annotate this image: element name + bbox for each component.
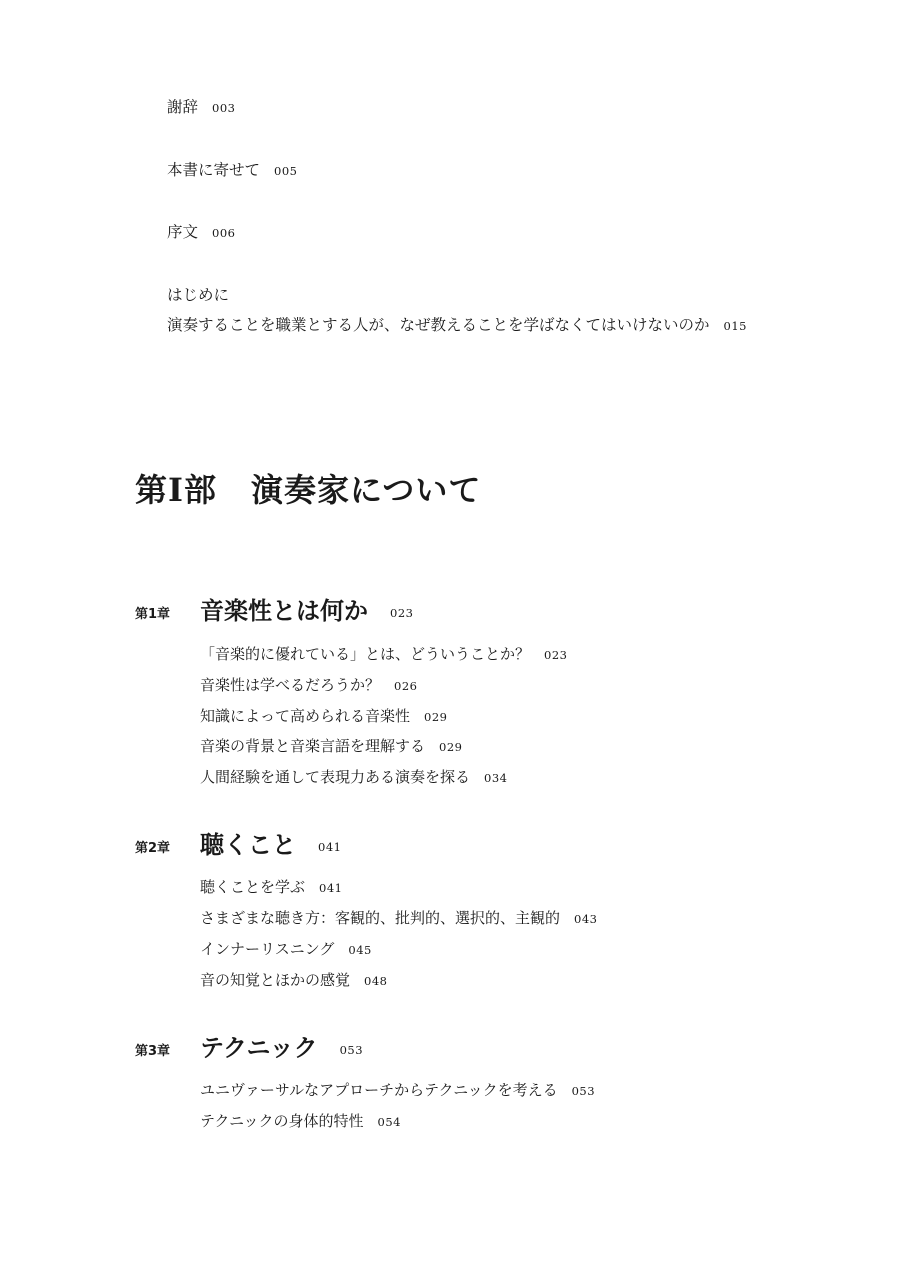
toc-page-number: 029	[424, 710, 448, 724]
toc-entry-title: はじめに	[167, 286, 230, 304]
toc-page-number: 023	[390, 605, 414, 620]
chapter-title-text: 音楽性とは何か	[200, 596, 368, 625]
toc-page-number: 048	[364, 974, 388, 988]
toc-page-number: 026	[394, 679, 418, 693]
toc-page-number: 034	[484, 771, 508, 785]
toc-section-title: 「音楽的に優れている」とは、どういうことか？	[200, 645, 531, 663]
toc-section[interactable]	[200, 675, 417, 696]
toc-section[interactable]	[200, 1080, 595, 1101]
toc-section-title: 人間経験を通して表現力ある演奏を探る	[200, 768, 471, 786]
toc-entry-title: 本書に寄せて	[167, 161, 261, 179]
toc-page-number: 029	[439, 740, 463, 754]
chapter-number: 第2章	[135, 841, 171, 856]
toc-section-title: テクニックの身体的特性	[200, 1112, 364, 1130]
toc-page-number: 053	[571, 1084, 596, 1098]
toc-entry-introduction-heading	[167, 285, 229, 305]
toc-section[interactable]	[200, 706, 447, 727]
chapter-title-text: テクニック	[200, 1033, 318, 1062]
toc-page-number: 053	[339, 1042, 364, 1057]
toc-page-number: 023	[544, 648, 568, 662]
toc-section[interactable]	[200, 736, 462, 757]
toc-page-number: 005	[274, 164, 298, 178]
toc-page-number: 041	[318, 839, 342, 854]
chapter-title-text: 聴くこと	[200, 830, 296, 859]
part-heading	[135, 470, 481, 510]
toc-page-number: 041	[319, 881, 343, 895]
toc-section[interactable]	[200, 1111, 401, 1132]
toc-section[interactable]	[200, 970, 387, 991]
toc-entry-acknowledgements[interactable]	[167, 97, 235, 118]
part-label: 第I部	[135, 471, 217, 509]
toc-section-title: 音の知覚とほかの感覚	[200, 971, 351, 989]
chapter-number: 第1章	[135, 607, 171, 622]
toc-page-number: 015	[723, 319, 747, 333]
chapter-number: 第3章	[135, 1044, 171, 1059]
toc-entry-title: 演奏することを職業とする人が、なぜ教えることを学ばなくてはいけないのか	[167, 316, 710, 334]
toc-section-title: 音楽性は学べるだろうか？	[200, 676, 381, 694]
toc-page-number: 045	[348, 943, 372, 957]
toc-section[interactable]	[200, 939, 372, 960]
toc-page-number: 043	[574, 912, 598, 926]
toc-section[interactable]	[200, 877, 342, 898]
toc-section-title: 知識によって高められる音楽性	[200, 707, 411, 725]
toc-section-title: さまざまな聴き方：客観的、批判的、選択的、主観的	[200, 909, 561, 927]
toc-page-number: 054	[377, 1115, 401, 1129]
toc-section-title: ユニヴァーサルなアプローチからテクニックを考える	[200, 1081, 558, 1099]
toc-entry-title: 謝辞	[167, 98, 199, 116]
toc-page-number: 006	[212, 226, 236, 240]
toc-entry-introduction[interactable]	[167, 315, 747, 336]
chapter-title	[200, 1033, 363, 1065]
toc-section[interactable]	[200, 644, 567, 665]
toc-section[interactable]	[200, 908, 597, 929]
toc-section-title: 音楽の背景と音楽言語を理解する	[200, 737, 426, 755]
toc-section-title: インナーリスニング	[200, 940, 335, 958]
toc-entry-title: 序文	[167, 223, 199, 241]
toc-entry-foreword[interactable]	[167, 160, 297, 181]
chapter-title	[200, 596, 413, 628]
toc-page-number: 003	[212, 101, 236, 115]
part-title: 演奏家について	[250, 471, 482, 509]
toc-section-title: 聴くことを学ぶ	[200, 878, 306, 896]
toc-section[interactable]	[200, 767, 507, 788]
chapter-title	[200, 830, 341, 862]
toc-entry-preface[interactable]	[167, 222, 235, 243]
